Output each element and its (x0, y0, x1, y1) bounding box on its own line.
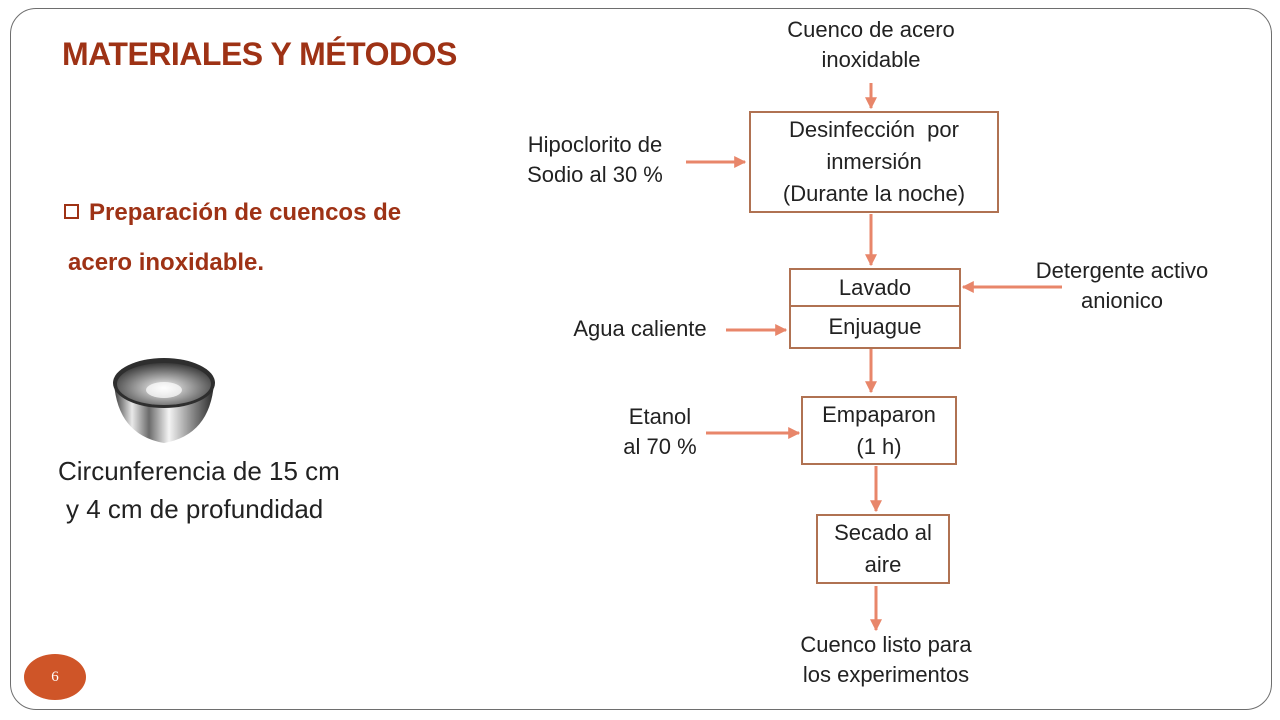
step-rinse-cell: Enjuague (828, 314, 922, 339)
top-input-label: Cuenco de acero inoxidable (787, 17, 955, 72)
slide-title: MATERIALES Y MÉTODOS (62, 36, 457, 72)
hipoclorito-label: Hipoclorito de Sodio al 30 % (527, 132, 663, 187)
agua-caliente-label: Agua caliente (573, 316, 707, 341)
etanol-label: Etanol al 70 % (623, 404, 697, 459)
caption-line-1: Circunferencia de 15 cm (58, 456, 340, 486)
caption-line-2: y 4 cm de profundidad (66, 494, 324, 524)
output-label: Cuenco listo para los experimentos (800, 632, 972, 687)
step-soak-box: Empaparon (1 h) (801, 396, 957, 465)
step-wash-rinse-box (789, 268, 961, 349)
bullet-line-1: Preparación de cuencos de (89, 199, 402, 226)
step-disinfection-box: Desinfección por inmersión (Durante la noche) (749, 111, 999, 213)
page-number-badge: 6 (24, 654, 86, 700)
bullet-line-2: acero inoxidable. (68, 249, 265, 276)
step-air-dry-box: Secado al aire (816, 514, 950, 584)
step-wash-cell: Lavado (791, 270, 959, 307)
detergente-label: Detergente activo anionico (1035, 258, 1209, 313)
